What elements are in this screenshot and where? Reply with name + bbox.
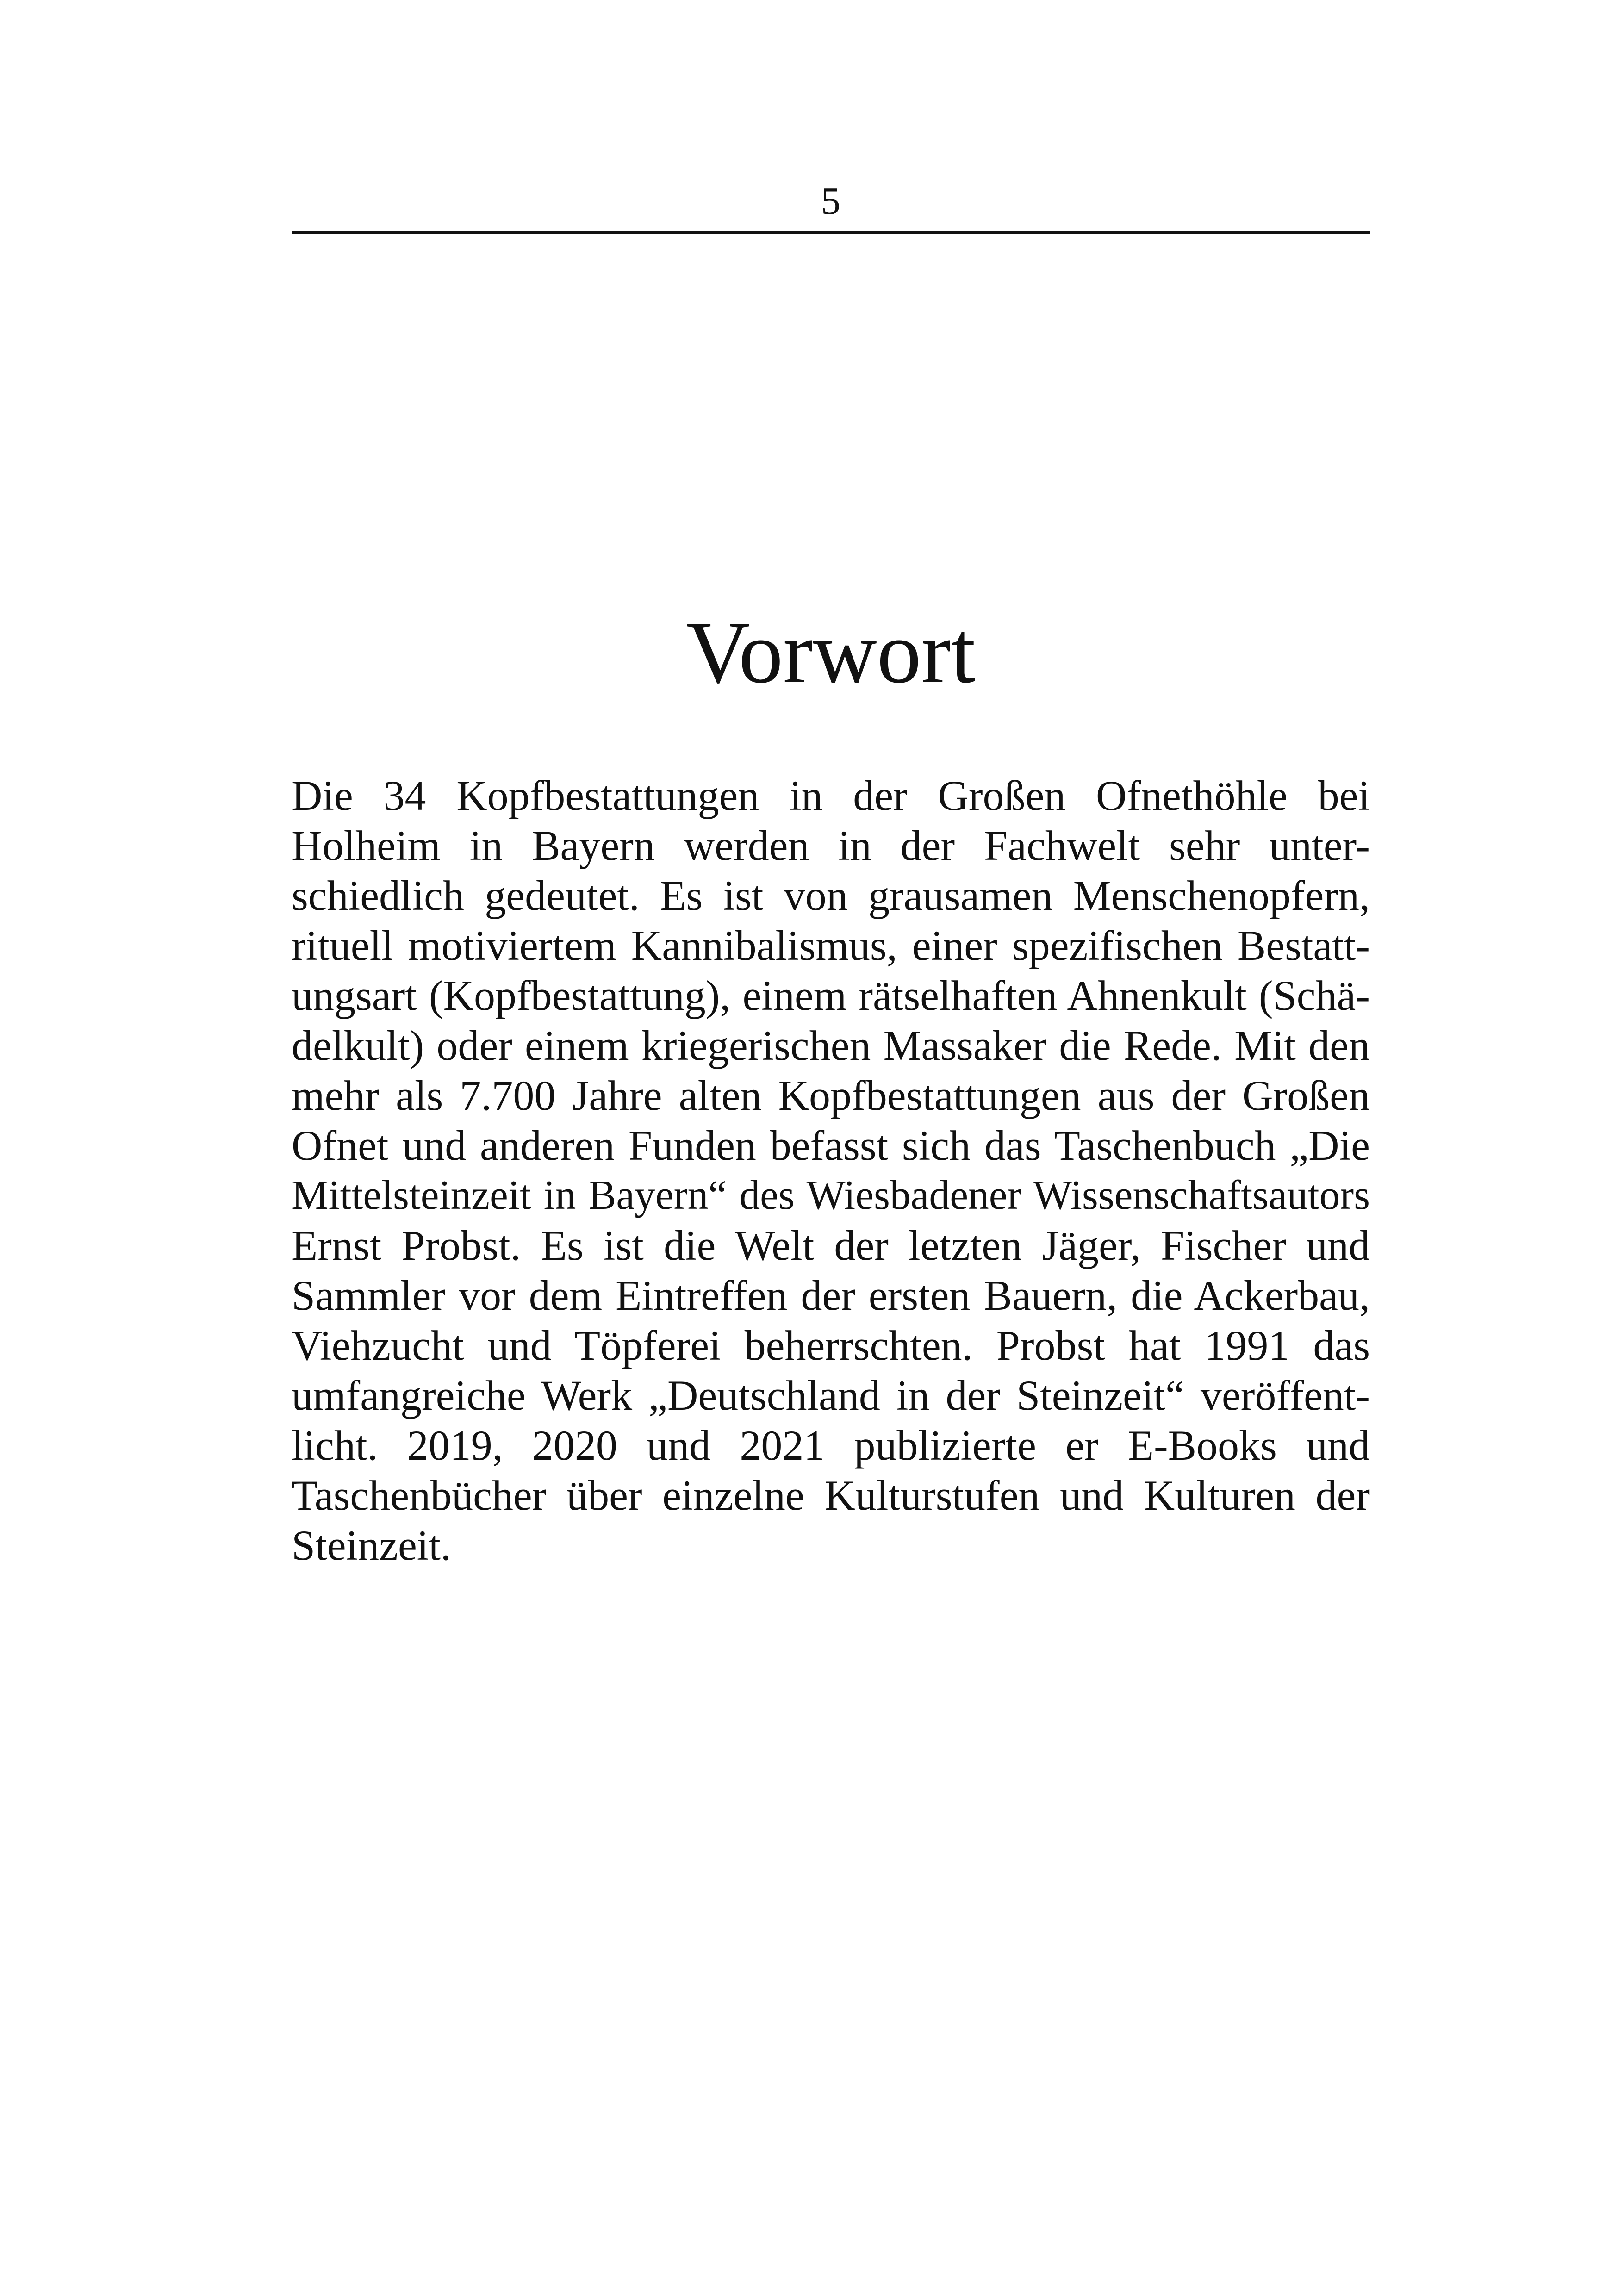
body-line: Taschenbücher über einzelne Kulturstufen und Kulturen der xyxy=(292,1472,1370,1519)
body-line: Ofnet und anderen Funden befasst sich das Taschenbuch „Die xyxy=(292,1122,1370,1169)
body-line: mehr als 7.700 Jahre alten Kopfbestattungen aus der Großen xyxy=(292,1072,1370,1119)
body-line: rituell motiviertem Kannibalismus, einer spezifischen Bestatt- xyxy=(292,922,1370,969)
body-line: Sammler vor dem Eintreffen der ersten Bauern, die Ackerbau, xyxy=(292,1272,1370,1319)
body-line: Die 34 Kopfbestattungen in der Großen Ofnethöhle bei xyxy=(292,772,1370,819)
body-line: licht. 2019, 2020 und 2021 publizierte er E-Books und xyxy=(292,1422,1370,1469)
body-line: Steinzeit. xyxy=(292,1522,451,1569)
page-number: 5 xyxy=(821,180,840,223)
body-text xyxy=(292,771,1370,1570)
body-line: ungsart (Kopfbestattung), einem rätselhaften Ahnenkult (Schä- xyxy=(292,972,1370,1019)
header-rule xyxy=(292,231,1370,234)
body-line: Viehzucht und Töpferei beherrschten. Probst hat 1991 das xyxy=(292,1322,1370,1369)
body-line: delkult) oder einem kriegerischen Massaker die Rede. Mit den xyxy=(292,1022,1370,1069)
body-line: Ernst Probst. Es ist die Welt der letzten Jäger, Fischer und xyxy=(292,1222,1370,1269)
body-line: schiedlich gedeutet. Es ist von grausamen Menschenopfern, xyxy=(292,872,1370,919)
body-line: Holheim in Bayern werden in der Fachwelt sehr unter- xyxy=(292,822,1370,869)
body-line: umfangreiche Werk „Deutschland in der Steinzeit“ veröffent- xyxy=(292,1372,1370,1419)
body-line: Mittelsteinzeit in Bayern“ des Wiesbadener Wissenschaftsautors xyxy=(292,1172,1370,1218)
page-title: Vorwort xyxy=(686,603,976,702)
